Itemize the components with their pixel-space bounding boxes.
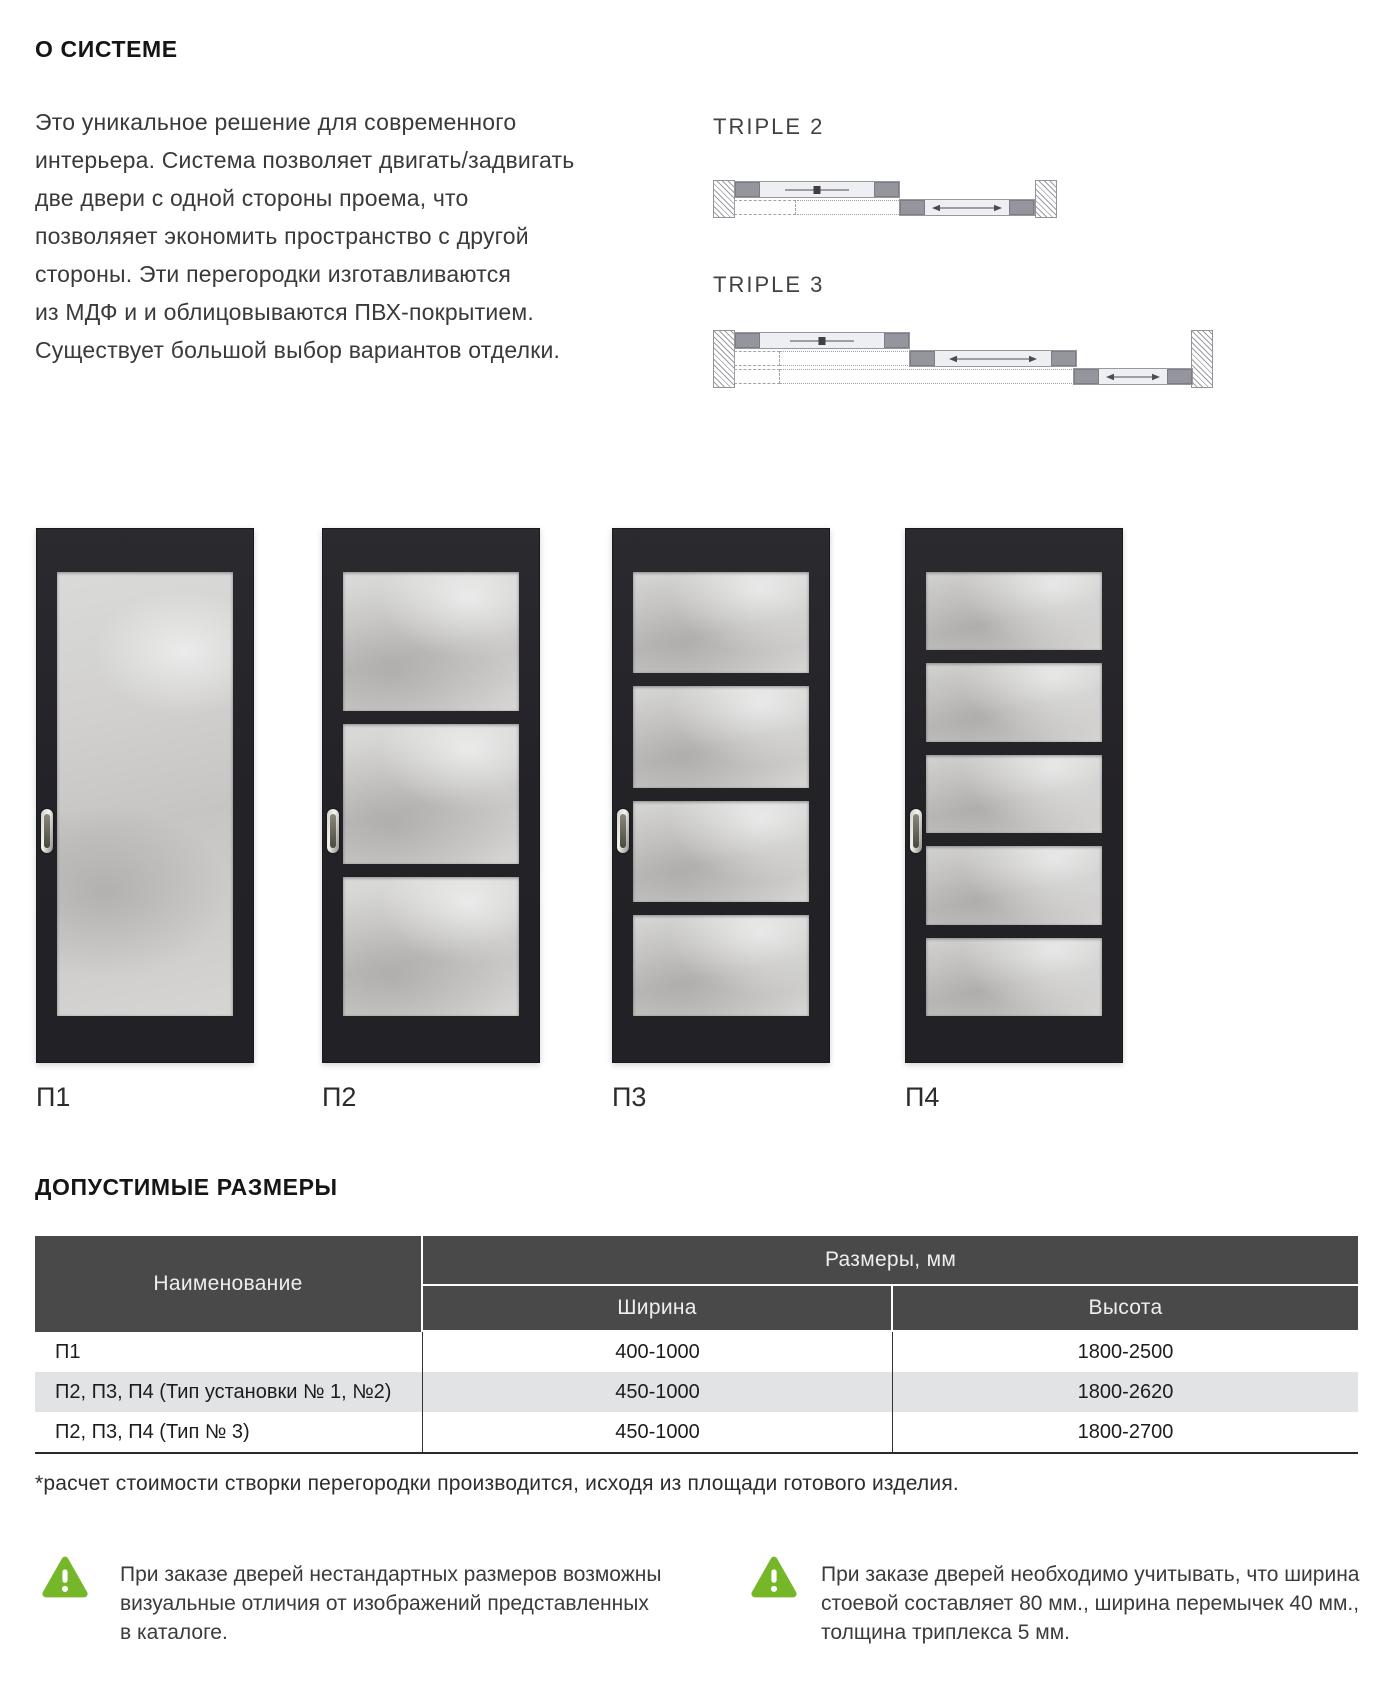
glass-pane — [343, 572, 519, 711]
leaf-ghost-outline — [734, 369, 780, 384]
about-paragraph-line: Существует большой выбор вариантов отделки. — [35, 337, 561, 363]
cell-height: 1800-2700 — [1077, 1420, 1174, 1443]
leaf-cap — [1074, 369, 1099, 384]
glass-pane — [926, 755, 1102, 833]
leaf-cap — [910, 351, 935, 366]
door-label-p3: П3 — [612, 1082, 647, 1112]
leaf-cap — [1051, 351, 1076, 366]
about-paragraph — [35, 103, 675, 369]
about-paragraph-line: Это уникальное решение для современного — [35, 109, 517, 135]
table-row — [35, 1372, 1358, 1412]
leaf-ghost-outline — [734, 200, 796, 215]
note-profile-widths — [821, 1560, 1359, 1647]
about-paragraph-line: позволяяет экономить пространство с другой — [35, 223, 529, 249]
door-leaf-fixed — [734, 332, 910, 349]
warning-icon — [751, 1552, 797, 1602]
slide-arrow-icon — [931, 203, 1003, 213]
note-line: При заказе дверей необходимо учитывать, что ширина — [821, 1563, 1360, 1586]
col-header-height: Высота — [893, 1286, 1358, 1330]
note-line: При заказе дверей нестандартных размеров возможны — [120, 1563, 662, 1586]
glass-pane — [926, 663, 1102, 741]
door-label-p1: П1 — [36, 1082, 71, 1112]
triple2-label: TRIPLE 2 — [713, 114, 825, 139]
col-header-name: Наименование — [35, 1236, 423, 1332]
wall-hatch-left — [713, 330, 735, 388]
note-line: в каталоге. — [120, 1621, 228, 1644]
glass-pane — [633, 801, 809, 902]
glass-pane — [926, 572, 1102, 650]
price-footnote: *расчет стоимости створки перегородки производится, исходя из площади готового изделия. — [35, 1472, 959, 1495]
glass-pane — [633, 686, 809, 787]
warning-icon — [42, 1552, 88, 1602]
leaf-cap — [1009, 200, 1034, 215]
leaf-cap — [735, 182, 760, 197]
leaf-cap — [884, 333, 909, 348]
door-handle — [617, 809, 629, 853]
col-header-sizes: Размеры, мм — [423, 1236, 1358, 1286]
cell-height: 1800-2500 — [1077, 1340, 1174, 1363]
wall-hatch-right — [1191, 330, 1213, 388]
leaf-cap — [874, 182, 899, 197]
door-handle — [327, 809, 339, 853]
slide-guide-lines — [797, 200, 899, 215]
col-header-width: Ширина — [423, 1286, 893, 1330]
cell-width: 450-1000 — [423, 1412, 893, 1452]
table-header — [35, 1236, 1358, 1332]
slide-guide-lines — [780, 369, 1074, 384]
sizes-table — [35, 1236, 1358, 1454]
door-image-p1 — [36, 528, 254, 1063]
cell-name: П1 — [35, 1332, 423, 1372]
glass-pane — [633, 915, 809, 1016]
door-leaf-sliding — [899, 199, 1035, 216]
door-image-p3 — [612, 528, 830, 1063]
leaf-cap — [900, 200, 925, 215]
note-line: толщина триплекса 5 мм. — [821, 1621, 1070, 1644]
cell-height: 1800-2620 — [1077, 1380, 1174, 1403]
door-image-p2 — [322, 528, 540, 1063]
cell-name: П2, П3, П4 (Тип установки № 1, №2) — [35, 1372, 423, 1412]
door-leaf-fixed — [734, 181, 900, 198]
about-paragraph-line: стороны. Эти перегородки изготавливаются — [35, 261, 512, 287]
note-nonstandard-sizes — [120, 1560, 661, 1647]
triple2-diagram — [713, 180, 1058, 220]
glass-pane — [57, 572, 233, 1016]
leaf-ghost-outline — [734, 351, 780, 366]
cell-width: 400-1000 — [423, 1332, 893, 1372]
table-row — [35, 1412, 1358, 1452]
about-paragraph-line: из МДФ и и облицовываются ПВХ-покрытием. — [35, 299, 535, 325]
glass-pane — [926, 846, 1102, 924]
slide-arrow-icon — [948, 354, 1038, 364]
about-section-title: О СИСТЕМЕ — [35, 36, 178, 62]
wall-hatch-right — [1035, 180, 1057, 218]
about-paragraph-line: интерьера. Система позволяет двигать/задвигать — [35, 147, 575, 173]
about-paragraph-line: две двери с одной стороны проема, что — [35, 185, 469, 211]
door-handle — [41, 809, 53, 853]
door-label-p4: П4 — [905, 1082, 940, 1112]
fixed-marker-icon — [814, 186, 821, 194]
table-body — [35, 1332, 1358, 1454]
door-leaf-sliding — [1073, 368, 1193, 385]
sizes-section-title: ДОПУСТИМЫЕ РАЗМЕРЫ — [35, 1174, 338, 1200]
door-label-p2: П2 — [322, 1082, 357, 1112]
triple3-diagram — [713, 330, 1213, 388]
glass-pane — [343, 877, 519, 1016]
cell-name: П2, П3, П4 (Тип № 3) — [35, 1412, 423, 1452]
wall-hatch-left — [713, 180, 735, 218]
door-handle — [910, 809, 922, 853]
slide-guide-lines — [780, 351, 910, 366]
triple3-label: TRIPLE 3 — [713, 272, 825, 297]
cell-width: 450-1000 — [423, 1372, 893, 1412]
leaf-cap — [1167, 369, 1192, 384]
note-line: стоевой составляет 80 мм., ширина перемычек 40 мм., — [821, 1592, 1360, 1615]
fixed-marker-icon — [819, 337, 826, 345]
table-row — [35, 1332, 1358, 1372]
glass-pane — [633, 572, 809, 673]
door-image-p4 — [905, 528, 1123, 1063]
slide-arrow-icon — [1105, 372, 1161, 382]
glass-pane — [343, 724, 519, 863]
door-leaf-sliding — [909, 350, 1077, 367]
note-line: визуальные отличия от изображений представленных — [120, 1592, 649, 1615]
leaf-cap — [735, 333, 760, 348]
glass-pane — [926, 938, 1102, 1016]
